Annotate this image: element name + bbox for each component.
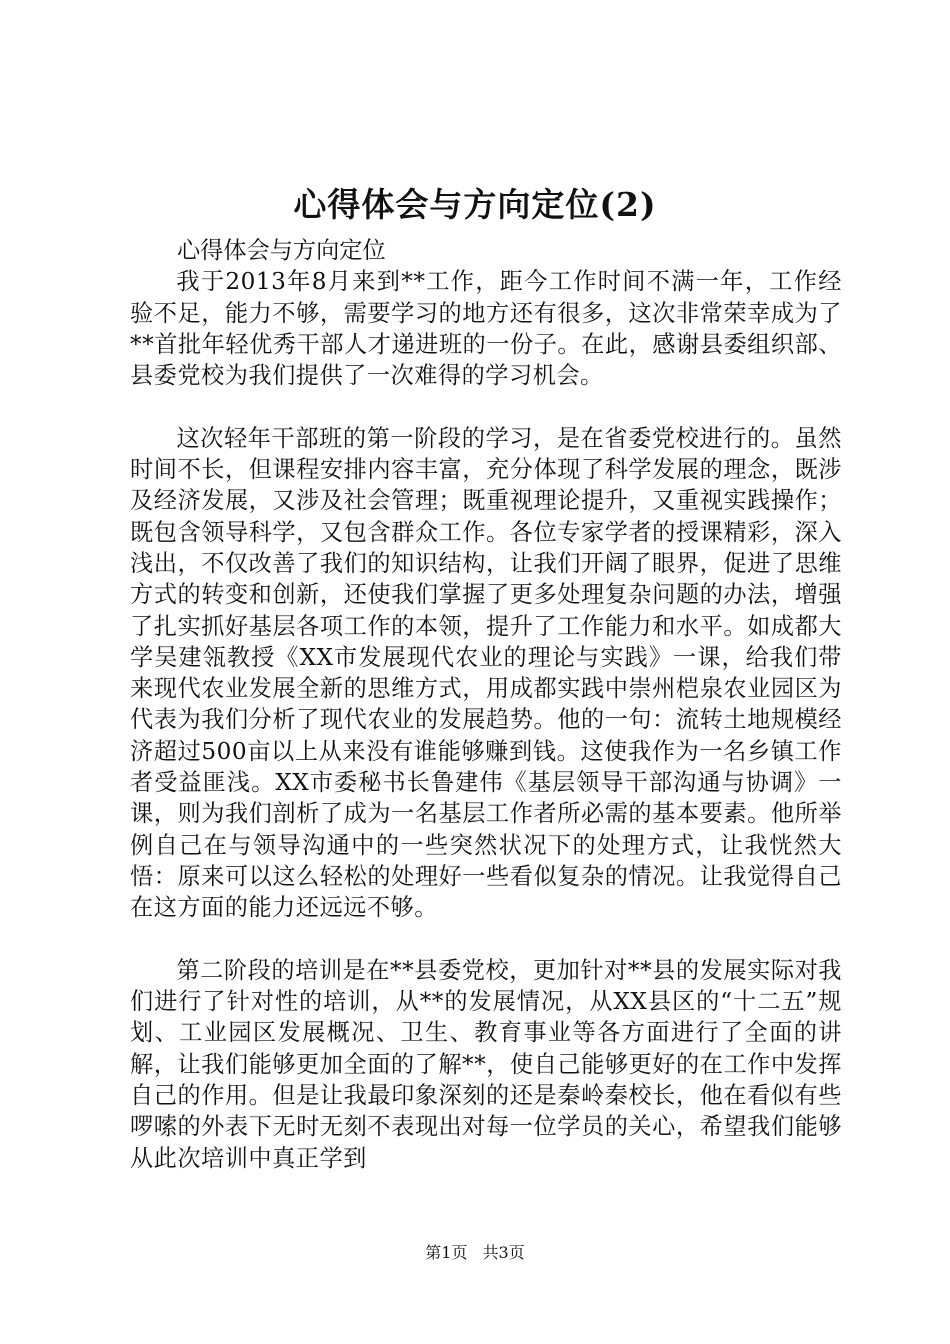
- page-total: 共3页: [482, 1243, 525, 1262]
- paragraph-2: 这次轻年干部班的第一阶段的学习，是在省委党校进行的。虽然时间不长，但课程安排内容丰富，充分体现了科学发展的理念，既涉及经济发展，又涉及社会管理；既重视理论提升，又重视实践操作；既包含领导科学，又包含群众工作。各位专家学者的授课精彩，深入浅出，不仅改善了我们的知识结构，让我们开阔了眼界，促进了思维方式的转变和创新，还使我们掌握了更多处理复杂问题的办法，增强了扎实抓好基层各项工作的本领，提升了工作能力和水平。如成都大学吴建瓴教授《XX市发展现代农业的理论与实践》一课，给我们带来现代农业发展全新的思维方式，用成都实践中崇州桤泉农业园区为代表为我们分析了现代农业的发展趋势。他的一句：流转土地规模经济超过500亩以上从来没有谁能够赚到钱。这使我作为一名乡镇工作者受益匪浅。XX市委秘书长鲁建伟《基层领导干部沟通与协调》一课，则为我们剖析了成为一名基层工作者所必需的基本要素。他所举例自己在与领导沟通中的一些突然状况下的处理方式，让我恍然大悟：原来可以这么轻松的处理好一些看似复杂的情况。让我觉得自己在这方面的能力还远远不够。: [130, 424, 842, 922]
- paragraph-spacer: [130, 924, 842, 955]
- paragraph-spacer: [130, 391, 842, 422]
- paragraph-1: 我于2013年8月来到**工作，距今工作时间不满一年，工作经验不足，能力不够，需要学习的地方还有很多，这次非常荣幸成为了**首批年轻优秀干部人才递进班的一份子。在此，感谢县委组织部、县委党校为我们提供了一次难得的学习机会。: [130, 268, 842, 390]
- document-subtitle: 心得体会与方向定位: [177, 237, 386, 264]
- page-number: 第1页: [425, 1243, 468, 1262]
- document-body: [130, 235, 842, 1174]
- paragraph-3: 第二阶段的培训是在**县委党校，更加针对**县的发展实际对我们进行了针对性的培训，从**的发展情况，从XX县区的“十二五”规划、工业园区发展概况、卫生、教育事业等各方面进行了全面的讲解，让我们能够更加全面的了解**，使自己能够更好的在工作中发挥自己的作用。但是让我最印象深刻的还是秦岭秦校长，他在看似有些啰嗦的外表下无时无刻不表现出对每一位学员的关心，希望我们能够从此次培训中真正学到: [130, 956, 842, 1172]
- document-title: 心得体会与方向定位(2): [293, 185, 657, 224]
- page-footer: [0, 1243, 950, 1263]
